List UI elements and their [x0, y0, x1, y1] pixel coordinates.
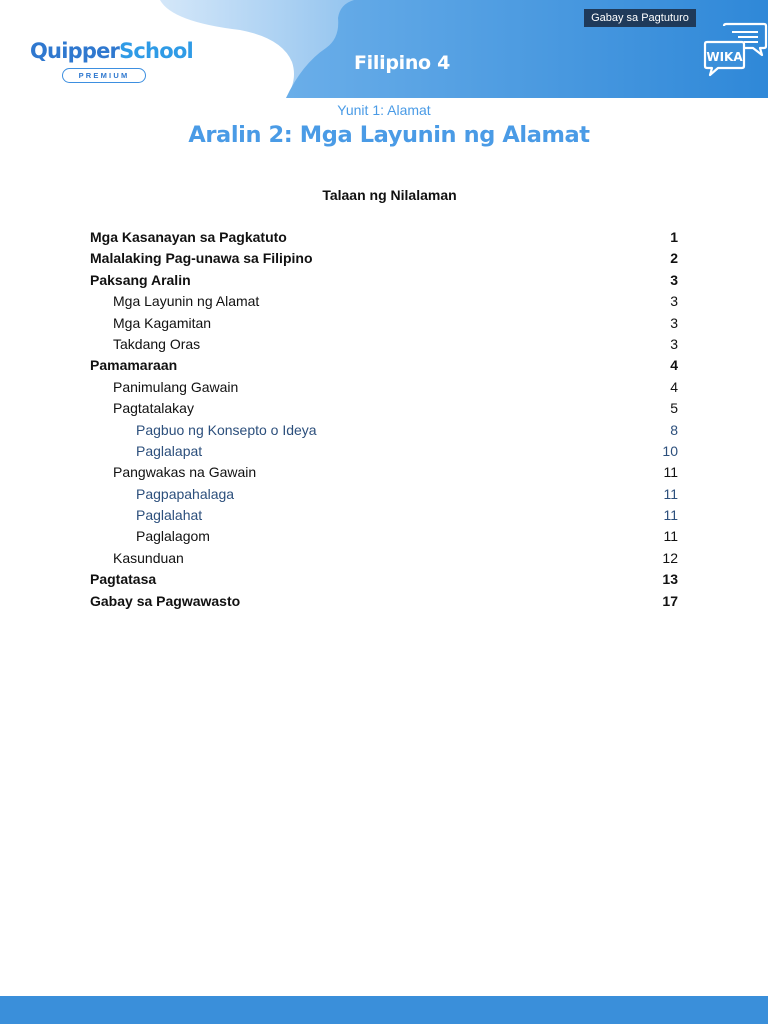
toc-label: Pagtatalakay	[113, 400, 194, 417]
toc-page: 3	[670, 293, 678, 310]
toc-label: Paglalapat	[136, 442, 203, 459]
wika-chat-icon	[702, 22, 768, 78]
guide-badge: Gabay sa Pagtuturo	[584, 9, 696, 27]
toc-page: 2	[670, 250, 678, 267]
toc-entry[interactable]	[90, 313, 678, 334]
toc-entry[interactable]	[90, 462, 678, 483]
logo-main-text: Quipper	[30, 39, 120, 63]
toc-label: Pagpapahalaga	[136, 485, 235, 502]
toc-page: 3	[670, 271, 678, 288]
logo-wordmark	[30, 38, 193, 64]
toc-page: 12	[662, 549, 678, 566]
toc-entry[interactable]	[90, 526, 678, 547]
toc-label: Kasunduan	[113, 549, 184, 566]
toc-entry[interactable]	[90, 548, 678, 569]
toc-page: 5	[670, 400, 678, 417]
toc-label: Gabay sa Pagwawasto	[90, 592, 241, 609]
toc-page: 1	[670, 229, 678, 245]
toc-page: 8	[670, 421, 678, 438]
toc-label: Pagbuo ng Konsepto o Ideya	[136, 421, 317, 438]
toc-entry[interactable]	[90, 398, 678, 419]
toc-entry[interactable]	[90, 505, 678, 526]
toc-title: Talaan ng Nilalaman	[322, 187, 457, 203]
toc-entry[interactable]	[90, 591, 678, 612]
premium-badge: PREMIUM	[62, 68, 146, 83]
toc-entry[interactable]	[90, 334, 678, 355]
unit-label: Yunit 1: Alamat	[337, 102, 431, 118]
toc-page: 4	[670, 357, 678, 374]
wika-label: WIKA	[706, 50, 743, 64]
toc-page: 3	[670, 314, 678, 331]
toc-entry[interactable]	[90, 569, 678, 590]
toc-label: Pagtatasa	[90, 571, 157, 588]
toc-entry[interactable]	[90, 270, 678, 291]
toc-page: 17	[662, 592, 678, 609]
toc-page: 11	[663, 507, 678, 524]
toc-page: 11	[663, 464, 678, 481]
toc-label: Malalaking Pag-unawa sa Filipino	[90, 250, 313, 267]
toc-label: Pamamaraan	[90, 357, 178, 374]
toc-page: 4	[670, 378, 678, 395]
toc-page: 10	[662, 442, 678, 459]
toc-label: Mga Kasanayan sa Pagkatuto	[90, 229, 287, 245]
toc-label: Paksang Aralin	[90, 271, 191, 288]
toc-label: Pangwakas na Gawain	[113, 464, 257, 481]
toc-entry[interactable]	[90, 484, 678, 505]
logo-sub-text: School	[119, 39, 193, 63]
toc-label: Panimulang Gawain	[113, 378, 239, 395]
toc-entry[interactable]	[90, 248, 678, 269]
toc-entry[interactable]	[90, 420, 678, 441]
toc-page: 11	[663, 528, 678, 545]
toc-page: 13	[662, 571, 678, 588]
footer-bar	[0, 996, 768, 1024]
toc-page: 3	[670, 335, 678, 352]
toc-entry[interactable]	[90, 441, 678, 462]
toc-label: Takdang Oras	[113, 335, 201, 352]
toc-entry[interactable]	[90, 227, 678, 248]
toc-label: Mga Kagamitan	[113, 314, 212, 331]
toc-page: 11	[663, 485, 678, 502]
toc-label: Paglalagom	[136, 528, 210, 545]
quipper-school-logo	[30, 38, 193, 83]
toc-entry[interactable]	[90, 377, 678, 398]
table-of-contents	[90, 227, 678, 612]
toc-label: Paglalahat	[136, 507, 203, 524]
toc-entry[interactable]	[90, 355, 678, 376]
subject-title: Filipino 4	[354, 52, 451, 74]
toc-entry[interactable]	[90, 291, 678, 312]
lesson-title: Aralin 2: Mga Layunin ng Alamat	[188, 122, 590, 148]
toc-label: Mga Layunin ng Alamat	[113, 293, 260, 310]
